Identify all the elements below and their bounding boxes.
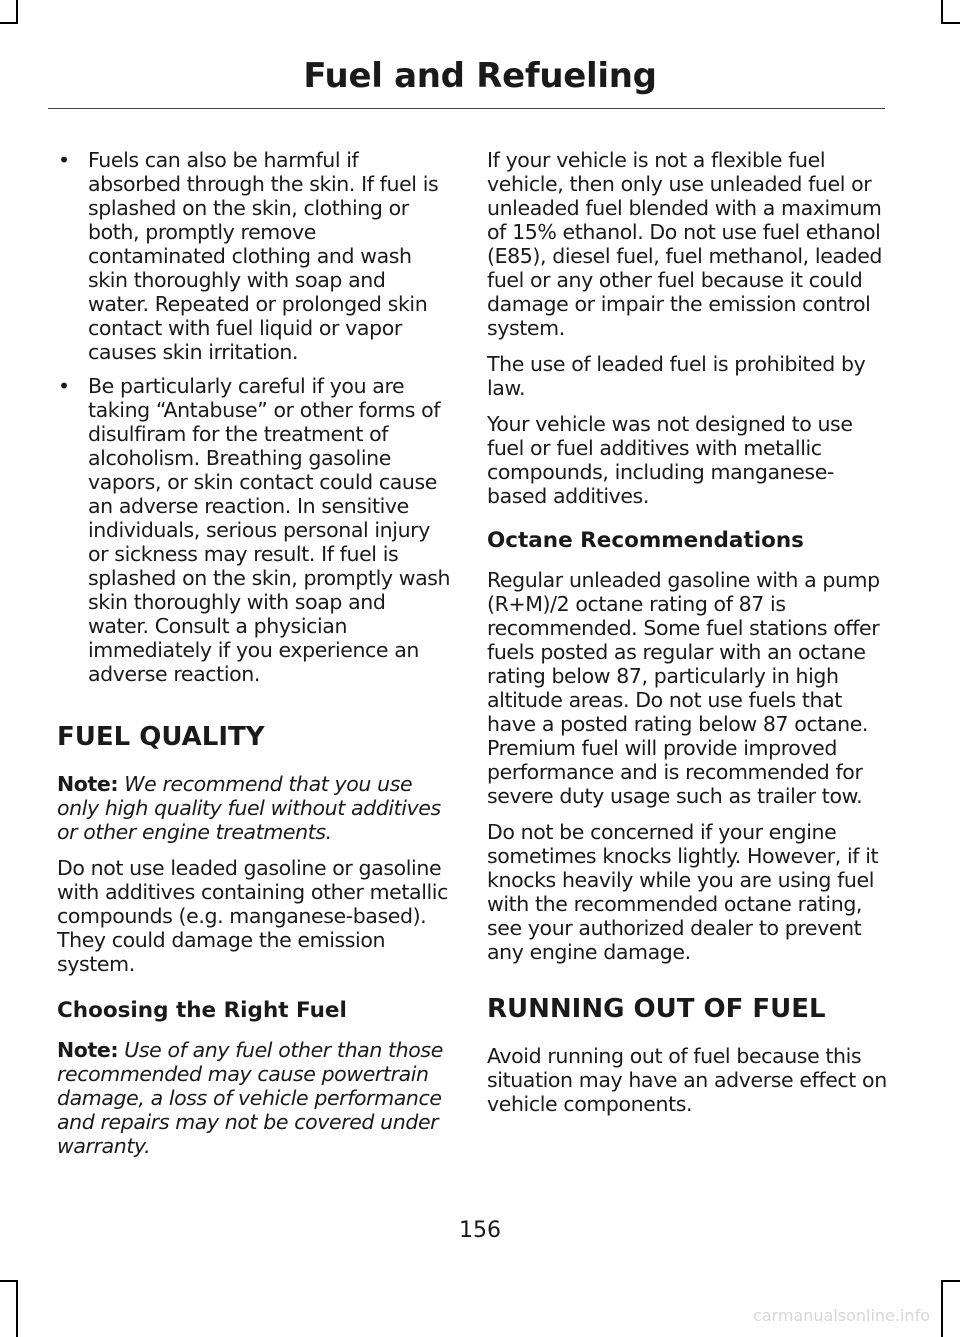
note-text: Use of any fuel other than those recommended may cause powertrain damage, a loss of vehicle performance and repairs may not be covered under warranty. bbox=[57, 1038, 443, 1158]
page-number: 156 bbox=[459, 1218, 501, 1243]
right-column bbox=[487, 148, 887, 1128]
left-column bbox=[57, 148, 452, 1170]
note-choosing-fuel bbox=[57, 1038, 452, 1158]
crop-mark-bottom-right-v bbox=[941, 1280, 943, 1337]
crop-mark-bottom-right-h bbox=[941, 1280, 960, 1282]
warning-bullet-list bbox=[57, 148, 452, 686]
list-item: • Be particularly careful if you are taking “Antabuse” or other forms of disulfiram for the treatment of alcoholism. Breathing gasoline vapors, or skin contact could cause an adverse reaction. In sensitive individuals, serious personal injury or sickness may result. If fuel is splashed on the skin, promptly wash skin thoroughly with soap and water. Consult a physician immediately if you experience an adverse reaction. bbox=[57, 374, 452, 686]
engine-knock-paragraph: Do not be concerned if your engine sometimes knocks lightly. However, if it knocks heavily while you are using fuel with the recommended octane rating, see your authorized dealer to prevent any engine damage. bbox=[487, 820, 879, 964]
crop-mark-top-left-v bbox=[16, 0, 18, 24]
leaded-fuel-law-paragraph: The use of leaded fuel is prohibited by law. bbox=[487, 352, 866, 400]
crop-mark-bottom-left-v bbox=[16, 1280, 18, 1337]
page-title: Fuel and Refueling bbox=[303, 56, 657, 96]
note-label: Note: bbox=[57, 1038, 119, 1062]
header-divider bbox=[48, 108, 885, 109]
crop-mark-top-left-h bbox=[0, 22, 18, 24]
metallic-additives-paragraph: Your vehicle was not designed to use fuel or fuel additives with metallic compounds, including manganese-based additives. bbox=[487, 412, 853, 508]
note-label: Note: bbox=[57, 772, 119, 796]
crop-mark-top-right-v bbox=[941, 0, 943, 24]
running-out-paragraph: Avoid running out of fuel because this situation may have an adverse effect on vehicle components. bbox=[487, 1044, 887, 1116]
leaded-gasoline-paragraph: Do not use leaded gasoline or gasoline with additives containing other metallic compounds (e.g. manganese-based). They could damage the emission system. bbox=[57, 856, 448, 976]
crop-mark-bottom-left-h bbox=[0, 1280, 18, 1282]
note-fuel-quality bbox=[57, 772, 452, 844]
octane-heading: Octane Recommendations bbox=[487, 528, 804, 553]
crop-mark-top-right-h bbox=[941, 22, 960, 24]
octane-rating-paragraph: Regular unleaded gasoline with a pump (R+M)/2 octane rating of 87 is recommended. Some fuel stations offer fuels posted as regular with an octane rating below 87, particularly in high altitude areas. Do not use fuels that have a posted rating below 87 octane. Premium fuel will provide improved performance and is recommended for severe duty usage such as trailer tow. bbox=[487, 568, 880, 808]
running-out-heading: RUNNING OUT OF FUEL bbox=[487, 994, 826, 1024]
fuel-quality-heading: FUEL QUALITY bbox=[57, 722, 265, 752]
watermark: carmanualsonline.info bbox=[752, 1306, 930, 1325]
note-text: We recommend that you use only high quality fuel without additives or other engine treatments. bbox=[57, 772, 441, 844]
choosing-fuel-heading: Choosing the Right Fuel bbox=[57, 998, 347, 1023]
flex-fuel-paragraph: If your vehicle is not a flexible fuel vehicle, then only use unleaded fuel or unleaded fuel blended with a maximum of 15% ethanol. Do not use fuel ethanol (E85), diesel fuel, fuel methanol, leaded fuel or any other fuel because it could damage or impair the emission control system. bbox=[487, 148, 883, 340]
list-item: • Fuels can also be harmful if absorbed through the skin. If fuel is splashed on the skin, clothing or both, promptly remove contaminated clothing and wash skin thoroughly with soap and water. Repeated or prolonged skin contact with fuel liquid or vapor causes skin irritation. bbox=[57, 148, 452, 364]
